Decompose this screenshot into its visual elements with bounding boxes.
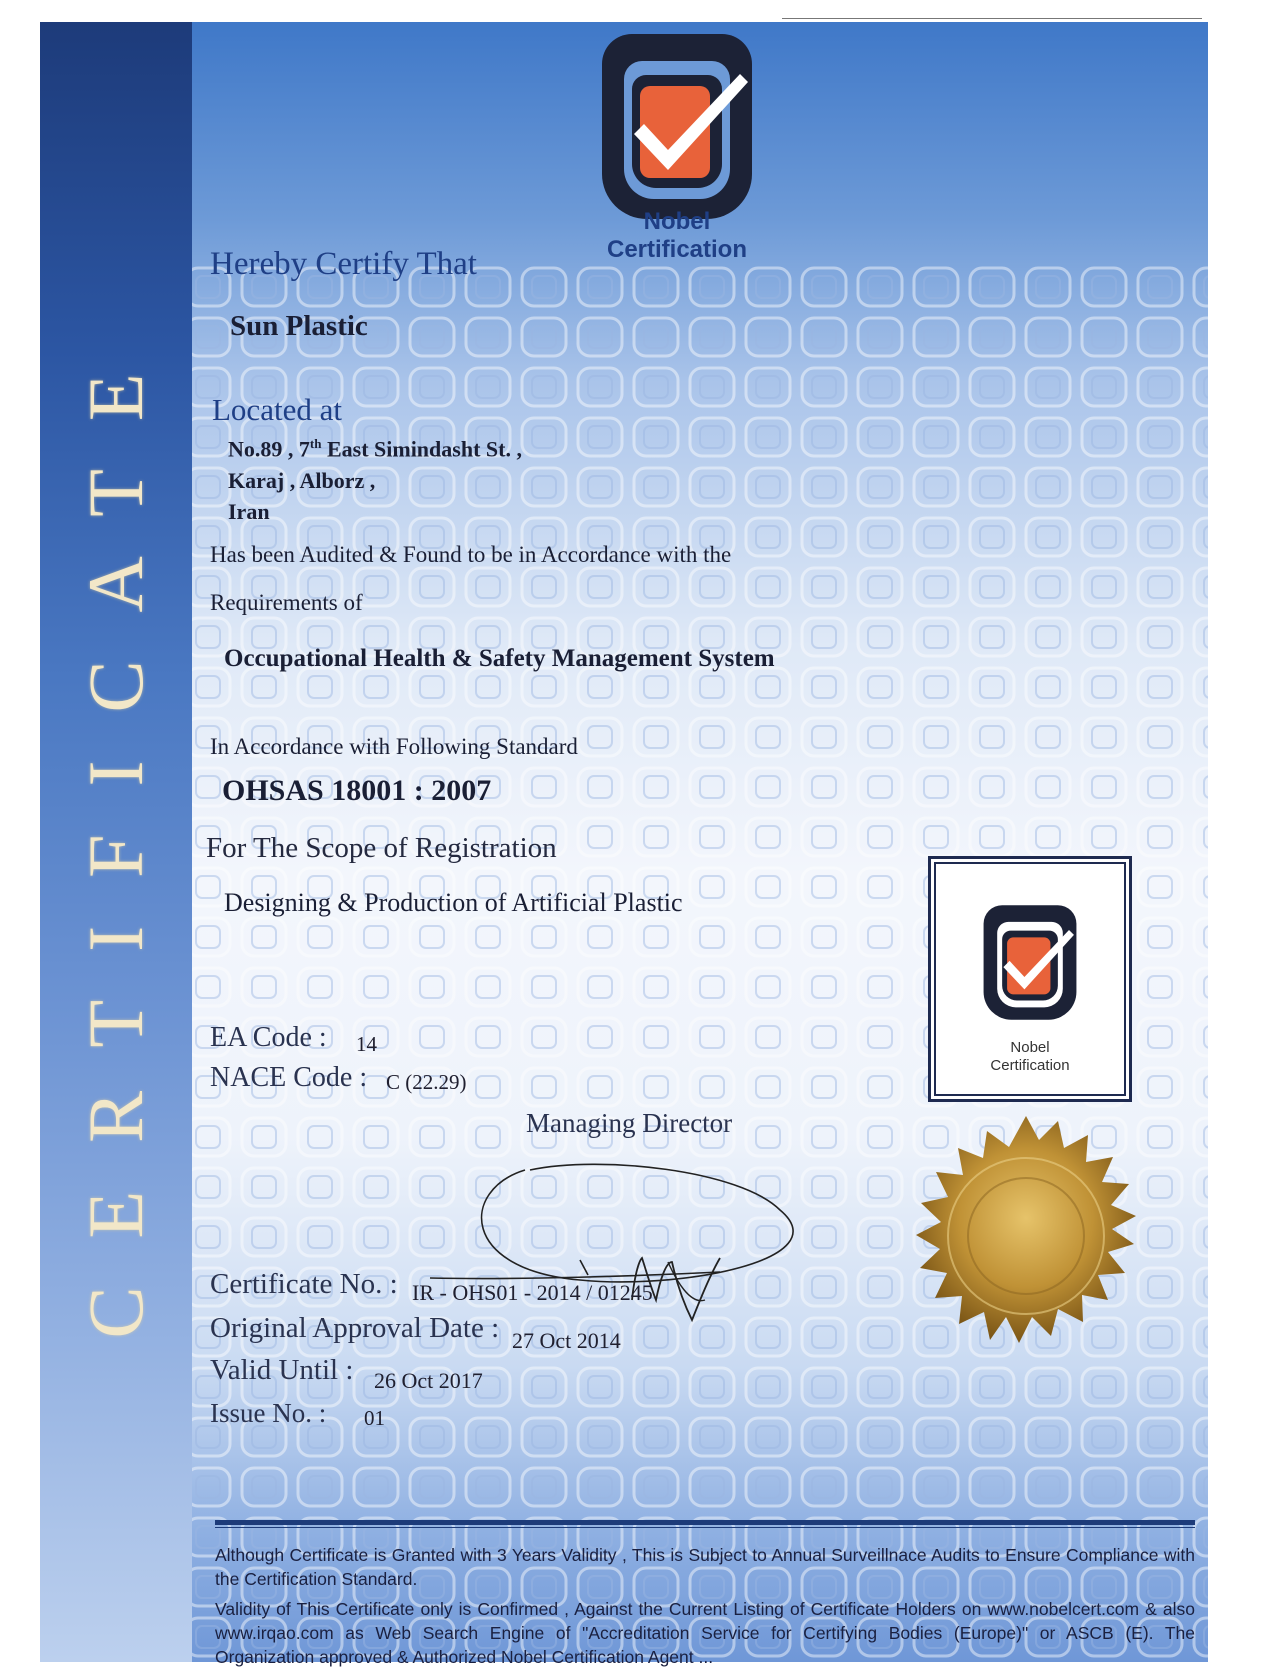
address-line-2: Karaj , Alborz ,	[228, 468, 376, 493]
footer-validity-note: Although Certificate is Granted with 3 Years Validity , This is Subject to Annual Surveillnace Audits to Ensure Compliance with the Certification Standard.	[215, 1545, 1195, 1589]
issue-no-value: 01	[364, 1406, 385, 1430]
footer-divider-thin	[215, 1527, 1195, 1528]
issue-no-label: Issue No. :	[210, 1398, 327, 1428]
ea-code-label: EA Code :	[210, 1022, 327, 1053]
standard-name: OHSAS 18001 : 2007	[222, 774, 492, 807]
scope-heading: For The Scope of Registration	[206, 832, 557, 864]
standard-heading: In Accordance with Following Standard	[210, 734, 578, 759]
brand-name-top: Nobel	[643, 208, 711, 235]
brand-subtitle-top: Certification	[606, 236, 747, 263]
ea-code-value: 14	[356, 1032, 377, 1056]
accreditation-logo-box	[928, 856, 1132, 1102]
address-line-1: No.89 , 7th East Simindasht St. ,	[228, 436, 522, 462]
scan-edge-line	[782, 18, 1202, 19]
nace-code-value: C (22.29)	[386, 1070, 467, 1094]
nobel-logo-small-icon	[965, 899, 1095, 1029]
address-line-3: Iran	[228, 499, 270, 524]
certificate-no-label: Certificate No. :	[210, 1268, 398, 1300]
audit-text-1: Has been Audited & Found to be in Accordance with the	[210, 542, 732, 567]
company-name: Sun Plastic	[230, 310, 368, 342]
certify-heading: Hereby Certify That	[210, 246, 477, 282]
approval-date-label: Original Approval Date :	[210, 1312, 500, 1344]
valid-until-value: 26 Oct 2017	[374, 1368, 483, 1393]
approval-date-value: 27 Oct 2014	[512, 1328, 621, 1353]
sidebar-band	[40, 22, 192, 1662]
scope-text: Designing & Production of Artificial Plastic	[224, 888, 683, 917]
certificate-no-value: IR - OHS01 - 2014 / 01245	[412, 1280, 653, 1305]
brand-subtitle-small: Certification	[990, 1057, 1070, 1074]
footer-verification-note: Validity of This Certificate only is Confirmed , Against the Current Listing of Certificate Holders on www.nobelcert.com & also www.irqao.com as Web Search Engine of "Accreditation Service for Certifying Bodies (Europe)" or ASCB (E). The Organization approved & Authorized Nobel Certification Agent ...	[215, 1599, 1195, 1667]
nace-code-label: NACE Code :	[210, 1062, 368, 1093]
gold-seal-icon	[900, 1112, 1152, 1364]
system-name: Occupational Health & Safety Management System	[224, 645, 775, 672]
audit-text-2: Requirements of	[210, 590, 363, 615]
brand-name-small: Nobel	[1010, 1039, 1050, 1056]
signatory-title: Managing Director	[526, 1108, 733, 1138]
valid-until-label: Valid Until :	[210, 1354, 354, 1386]
sidebar-title: CERTIFICATE	[72, 325, 159, 1339]
footer-divider	[215, 1520, 1195, 1525]
located-heading: Located at	[212, 392, 342, 427]
